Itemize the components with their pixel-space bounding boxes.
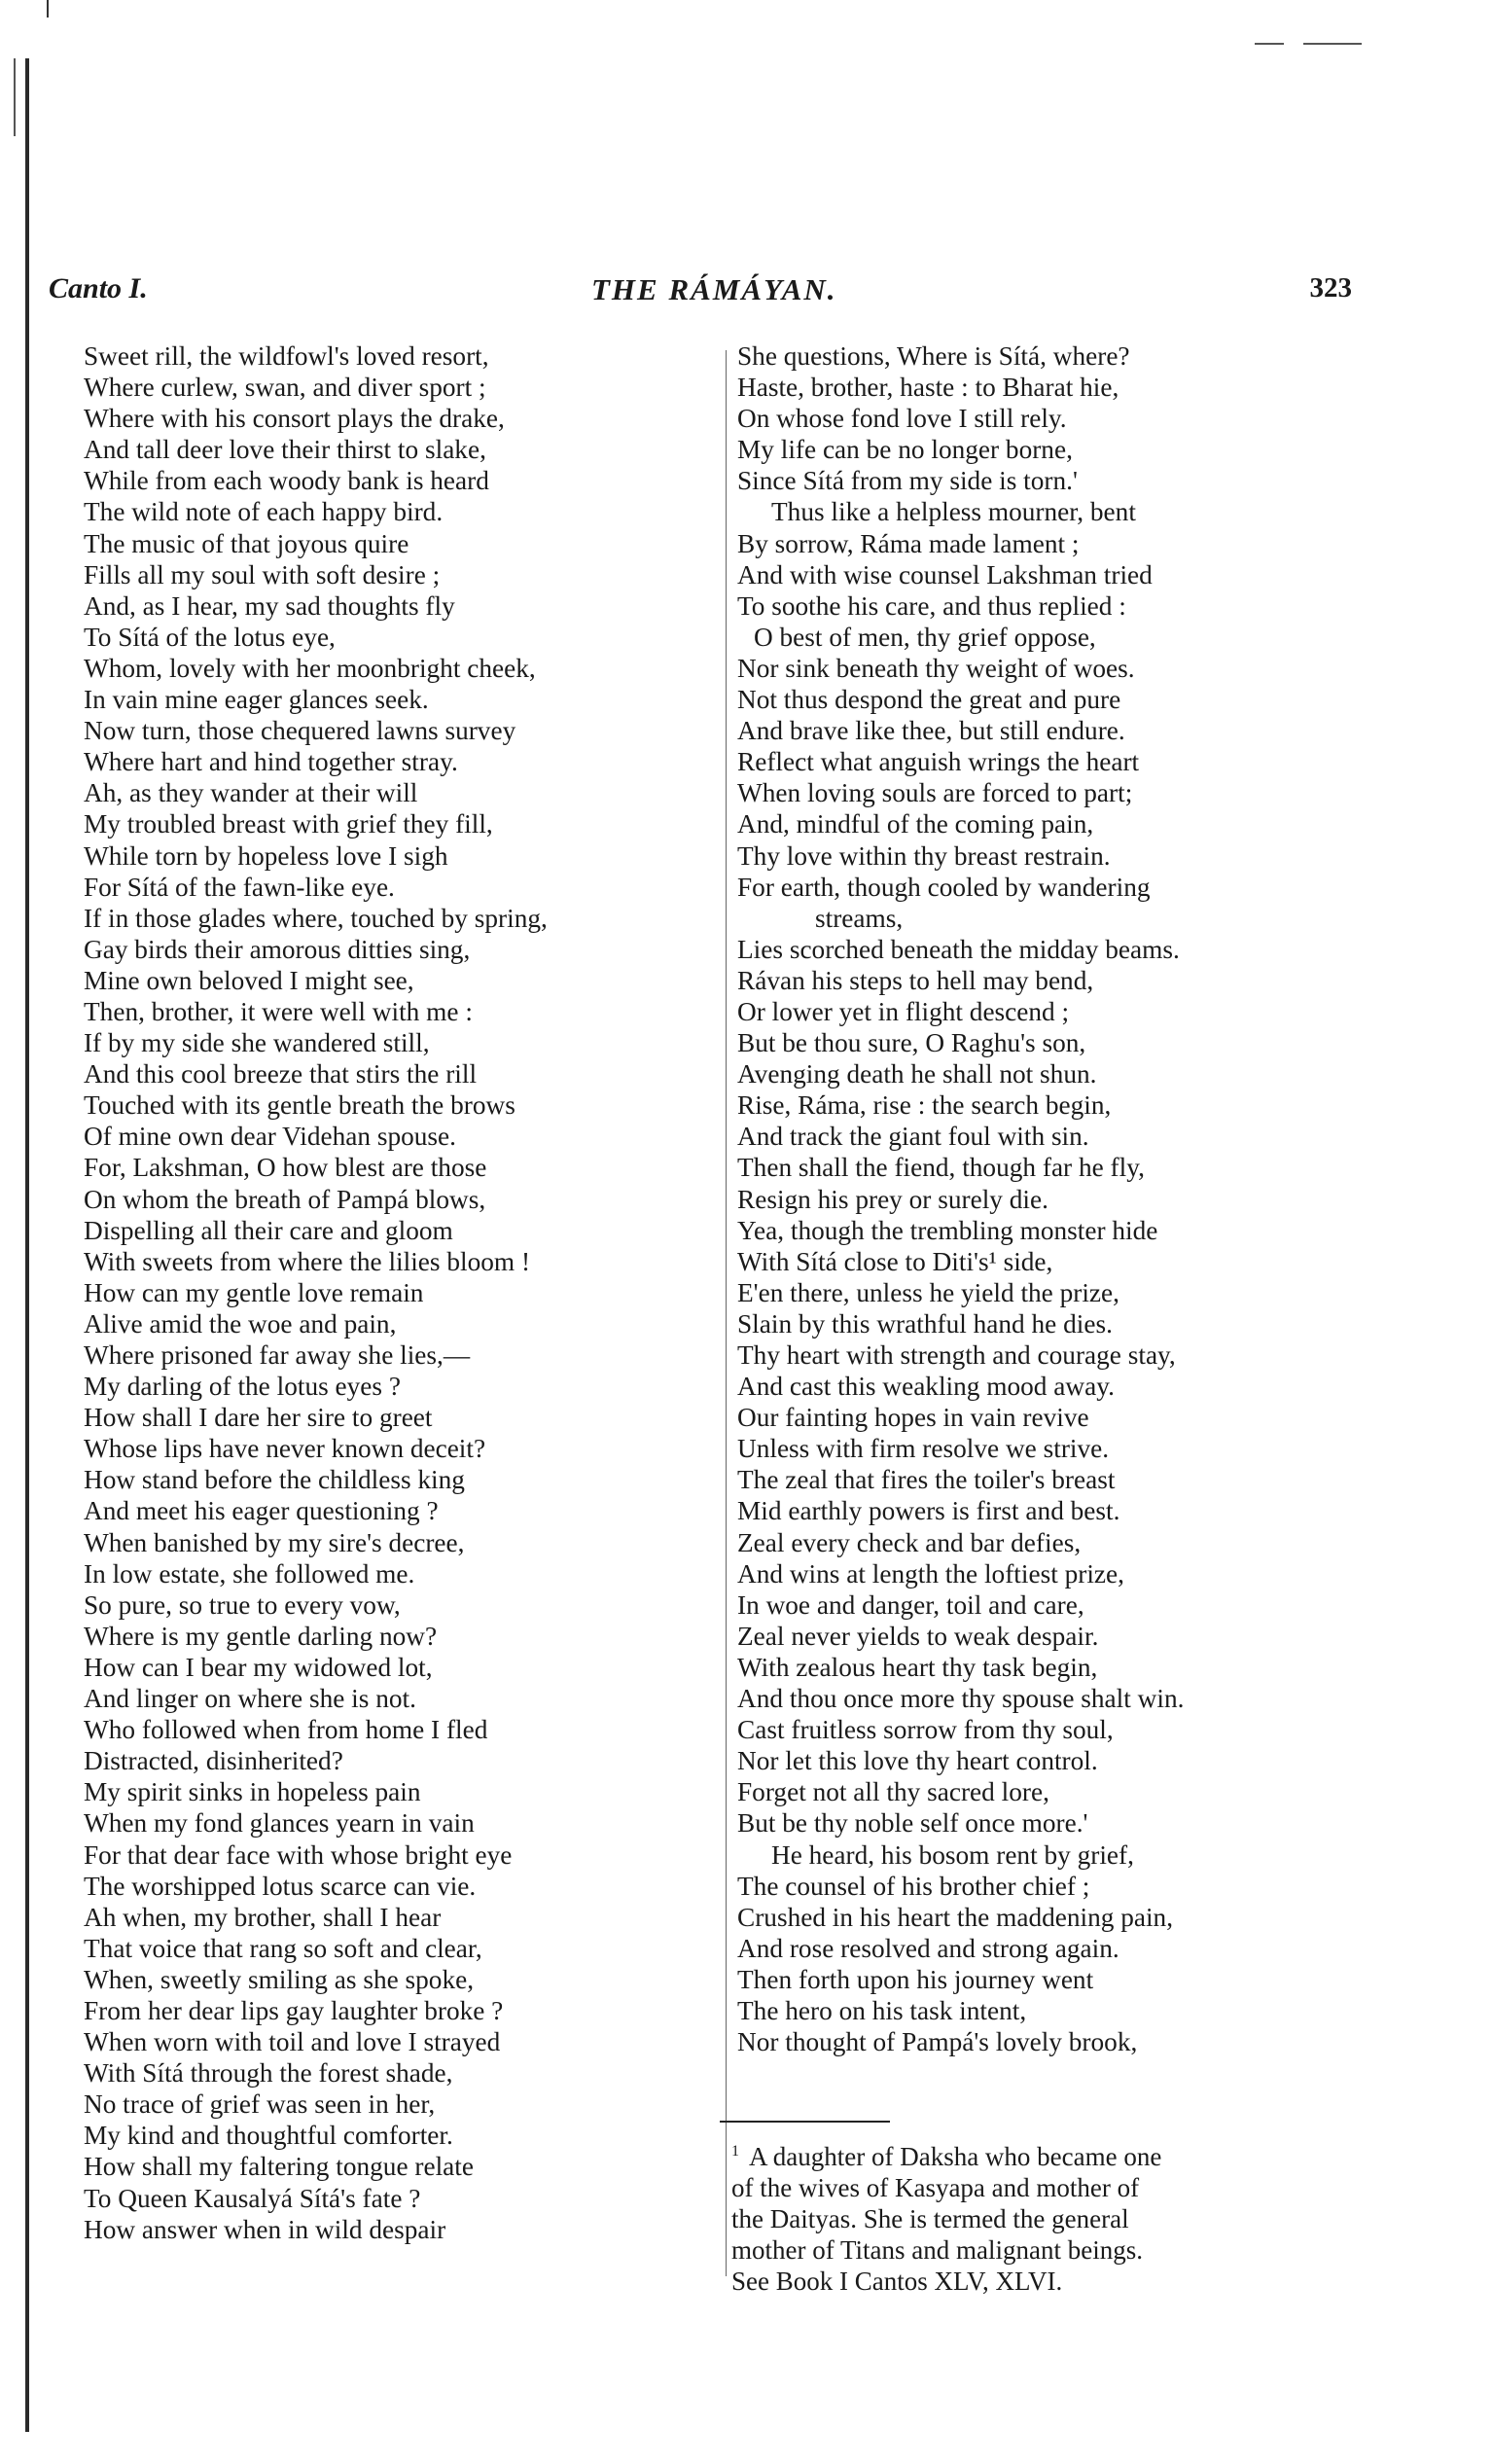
verse-line: On whom the breath of Pampá blows, (84, 1184, 486, 1214)
verse-line: Whom, lovely with her moonbright cheek, (84, 653, 536, 683)
verse-line: Mine own beloved I might see, (84, 965, 414, 995)
verse-line: How shall my faltering tongue relate (84, 2152, 474, 2182)
verse-line: Thus like a helpless mourner, bent (771, 497, 1136, 527)
verse-line: Nor let this love thy heart control. (737, 1746, 1098, 1776)
page-header (49, 272, 1352, 321)
verse-line: Who followed when from home I fled (84, 1715, 488, 1745)
verse-line: To Sítá of the lotus eye, (84, 622, 336, 652)
verse-line: How stand before the childless king (84, 1465, 465, 1495)
verse-line: When loving souls are forced to part; (737, 778, 1133, 808)
verse-line: Then forth upon his journey went (737, 1964, 1094, 1994)
verse-line: Where with his consort plays the drake, (84, 404, 505, 434)
verse-line: The hero on his task intent, (737, 1995, 1027, 2025)
verse-line: How shall I dare her sire to greet (84, 1403, 433, 1433)
verse-line: Lies scorched beneath the midday beams. (737, 934, 1180, 964)
verse-line: The music of that joyous quire (84, 528, 409, 558)
verse-line: Then, brother, it were well with me : (84, 996, 473, 1026)
verse-line: Now turn, those chequered lawns survey (84, 716, 516, 746)
verse-line: Zeal never yields to weak despair. (737, 1621, 1099, 1651)
verse-line: O best of men, thy grief oppose, (754, 622, 1096, 652)
verse-line: And this cool breeze that stirs the rill (84, 1059, 478, 1089)
verse-line: Thy love within thy breast restrain. (737, 840, 1111, 871)
verse-line: The zeal that fires the toiler's breast (737, 1465, 1116, 1495)
verse-line: Distracted, disinherited? (84, 1746, 343, 1776)
left-column (84, 340, 716, 2245)
verse-line: For, Lakshman, O how blest are those (84, 1153, 487, 1183)
verse-line: Cast fruitless sorrow from thy soul, (737, 1715, 1114, 1745)
verse-line: Dispelling all their care and gloom (84, 1215, 453, 1245)
footnote-line: mother of Titans and malignant beings. (731, 2235, 1143, 2265)
column-divider (726, 350, 727, 2276)
verse-line: How can I bear my widowed lot, (84, 1652, 433, 1682)
footnote (731, 2136, 1364, 2297)
scan-mark (47, 0, 49, 18)
verse-line: And track the giant foul with sin. (737, 1122, 1089, 1152)
scan-edge (25, 58, 29, 2432)
verse-line: How can my gentle love remain (84, 1277, 424, 1307)
verse-line: And linger on where she is not. (84, 1684, 416, 1714)
verse-line: Alive amid the woe and pain, (84, 1308, 397, 1339)
verse-line: And, mindful of the coming pain, (737, 809, 1094, 839)
verse-line: With Sítá close to Diti's¹ side, (737, 1246, 1053, 1276)
verse-line: Slain by this wrathful hand he dies. (737, 1308, 1113, 1339)
verse-line: And wins at length the loftiest prize, (737, 1558, 1124, 1589)
verse-line: For Sítá of the fawn-like eye. (84, 872, 395, 902)
verse-line: My darling of the lotus eyes ? (84, 1372, 401, 1402)
verse-line: And tall deer love their thirst to slake, (84, 435, 486, 465)
verse-line: With sweets from where the lilies bloom ! (84, 1246, 531, 1276)
verse-line: And with wise counsel Lakshman tried (737, 559, 1153, 589)
verse-line: How answer when in wild despair (84, 2214, 446, 2244)
verse-line: To Queen Kausalyá Sítá's fate ? (84, 2183, 421, 2213)
verse-line: Our fainting hopes in vain revive (737, 1403, 1089, 1433)
verse-line: Since Sítá from my side is torn.' (737, 466, 1078, 496)
verse-line: Zeal every check and bar defies, (737, 1527, 1082, 1557)
verse-line: She questions, Where is Sítá, where? (737, 341, 1130, 371)
verse-line: Crushed in his heart the maddening pain, (737, 1902, 1174, 1932)
verse-line: My kind and thoughtful comforter. (84, 2121, 453, 2151)
footnote-marker: 1 (731, 2143, 739, 2160)
verse-line: Then shall the fiend, though far he fly, (737, 1153, 1145, 1183)
verse-line: From her dear lips gay laughter broke ? (84, 1995, 504, 2025)
verse-line: Where hart and hind together stray. (84, 747, 458, 777)
verse-line: And thou once more thy spouse shalt win. (737, 1684, 1185, 1714)
canto-label: Canto I. (49, 272, 148, 304)
verse-line: And, as I hear, my sad thoughts fly (84, 590, 455, 621)
verse-line: Reflect what anguish wrings the heart (737, 747, 1140, 777)
verse-line: Sweet rill, the wildfowl's loved resort, (84, 341, 489, 371)
verse-line: When, sweetly smiling as she spoke, (84, 1964, 475, 1994)
verse-line: For that dear face with whose bright eye (84, 1839, 513, 1870)
verse-line: E'en there, unless he yield the prize, (737, 1277, 1119, 1307)
verse-line: No trace of grief was seen in her, (84, 2089, 436, 2120)
footnote-text: A daughter of Daksha who became one (749, 2142, 1162, 2171)
verse-line: Touched with its gentle breath the brows (84, 1090, 515, 1121)
verse-line: Thy heart with strength and courage stay, (737, 1340, 1176, 1370)
verse-line: Gay birds their amorous ditties sing, (84, 934, 471, 964)
scan-dash (1255, 43, 1284, 45)
verse-line: In woe and danger, toil and care, (737, 1589, 1084, 1620)
verse-line: My spirit sinks in hopeless pain (84, 1777, 421, 1807)
verse-line: But be thy noble self once more.' (737, 1808, 1088, 1839)
footnote-line: See Book I Cantos XLV, XLVI. (731, 2267, 1063, 2296)
verse-line: In low estate, she followed me. (84, 1558, 415, 1589)
verse-line: Fills all my soul with soft desire ; (84, 559, 441, 589)
verse-line: My life can be no longer borne, (737, 435, 1073, 465)
scan-dash (1303, 43, 1362, 45)
verse-line: Rávan his steps to hell may bend, (737, 965, 1094, 995)
verse-line: In vain mine eager glances seek. (84, 685, 429, 715)
verse-line: Ah, as they wander at their will (84, 778, 418, 808)
verse-line: Haste, brother, haste : to Bharat hie, (737, 373, 1119, 403)
verse-line: When worn with toil and love I strayed (84, 2027, 501, 2057)
verse-line: Yea, though the trembling monster hide (737, 1215, 1158, 1245)
verse-line: But be thou sure, O Raghu's son, (737, 1028, 1086, 1058)
verse-line: By sorrow, Ráma made lament ; (737, 528, 1080, 558)
verse-line: Unless with firm resolve we strive. (737, 1434, 1110, 1464)
footnote-rule (720, 2121, 890, 2123)
verse-line: Whose lips have never known deceit? (84, 1434, 486, 1464)
verse-line: The wild note of each happy bird. (84, 497, 444, 527)
verse-line: And brave like thee, but still endure. (737, 716, 1125, 746)
verse-line: With zealous heart thy task begin, (737, 1652, 1098, 1682)
footnote-line (731, 2136, 1364, 2172)
verse-line: To soothe his care, and thus replied : (737, 590, 1126, 621)
verse-line: When my fond glances yearn in vain (84, 1808, 475, 1839)
verse-line: Avenging death he shall not shun. (737, 1059, 1097, 1089)
verse-line: Forget not all thy sacred lore, (737, 1777, 1049, 1807)
verse-line: My troubled breast with grief they fill, (84, 809, 493, 839)
verse-line: Resign his prey or surely die. (737, 1184, 1048, 1214)
verse-line: The worshipped lotus scarce can vie. (84, 1871, 477, 1901)
verse-line: Where curlew, swan, and diver sport ; (84, 373, 486, 403)
right-column (737, 340, 1360, 2057)
verse-line: And cast this weakling mood away. (737, 1372, 1115, 1402)
verse-line: Or lower yet in flight descend ; (737, 996, 1070, 1026)
verse-line: Where is my gentle darling now? (84, 1621, 438, 1651)
verse-line: Nor sink beneath thy weight of woes. (737, 653, 1135, 683)
scan-edge-mark (14, 58, 16, 136)
verse-line: Not thus despond the great and pure (737, 685, 1121, 715)
verse-line: When banished by my sire's decree, (84, 1527, 465, 1557)
verse-line: While from each woody bank is heard (84, 466, 489, 496)
verse-line: So pure, so true to every vow, (84, 1589, 401, 1620)
verse-line: For earth, though cooled by wandering (737, 872, 1151, 902)
verse-line: If in those glades where, touched by spring, (84, 903, 548, 933)
verse-line: Where prisoned far away she lies,— (84, 1340, 471, 1370)
verse-line: If by my side she wandered still, (84, 1028, 430, 1058)
verse-line: And meet his eager questioning ? (84, 1496, 439, 1526)
verse-line: And rose resolved and strong again. (737, 1933, 1119, 1963)
footnote-line: of the wives of Kasyapa and mother of (731, 2173, 1140, 2202)
footnote-line: the Daityas. She is termed the general (731, 2204, 1129, 2233)
verse-line: streams, (815, 903, 904, 933)
verse-line: The counsel of his brother chief ; (737, 1871, 1090, 1901)
verse-line: Nor thought of Pampá's lovely brook, (737, 2027, 1138, 2057)
verse-line: Mid earthly powers is first and best. (737, 1496, 1120, 1526)
verse-line: Ah when, my brother, shall I hear (84, 1902, 442, 1932)
verse-line: With Sítá through the forest shade, (84, 2058, 453, 2089)
verse-line: Of mine own dear Videhan spouse. (84, 1122, 456, 1152)
verse-line: He heard, his bosom rent by grief, (771, 1839, 1134, 1870)
page-title: THE RÁMÁYAN. (591, 272, 837, 306)
verse-line: On whose fond love I still rely. (737, 404, 1067, 434)
verse-line: While torn by hopeless love I sigh (84, 840, 448, 871)
verse-line: Rise, Ráma, rise : the search begin, (737, 1090, 1112, 1121)
verse-line: That voice that rang so soft and clear, (84, 1933, 482, 1963)
page-number: 323 (1309, 272, 1352, 304)
